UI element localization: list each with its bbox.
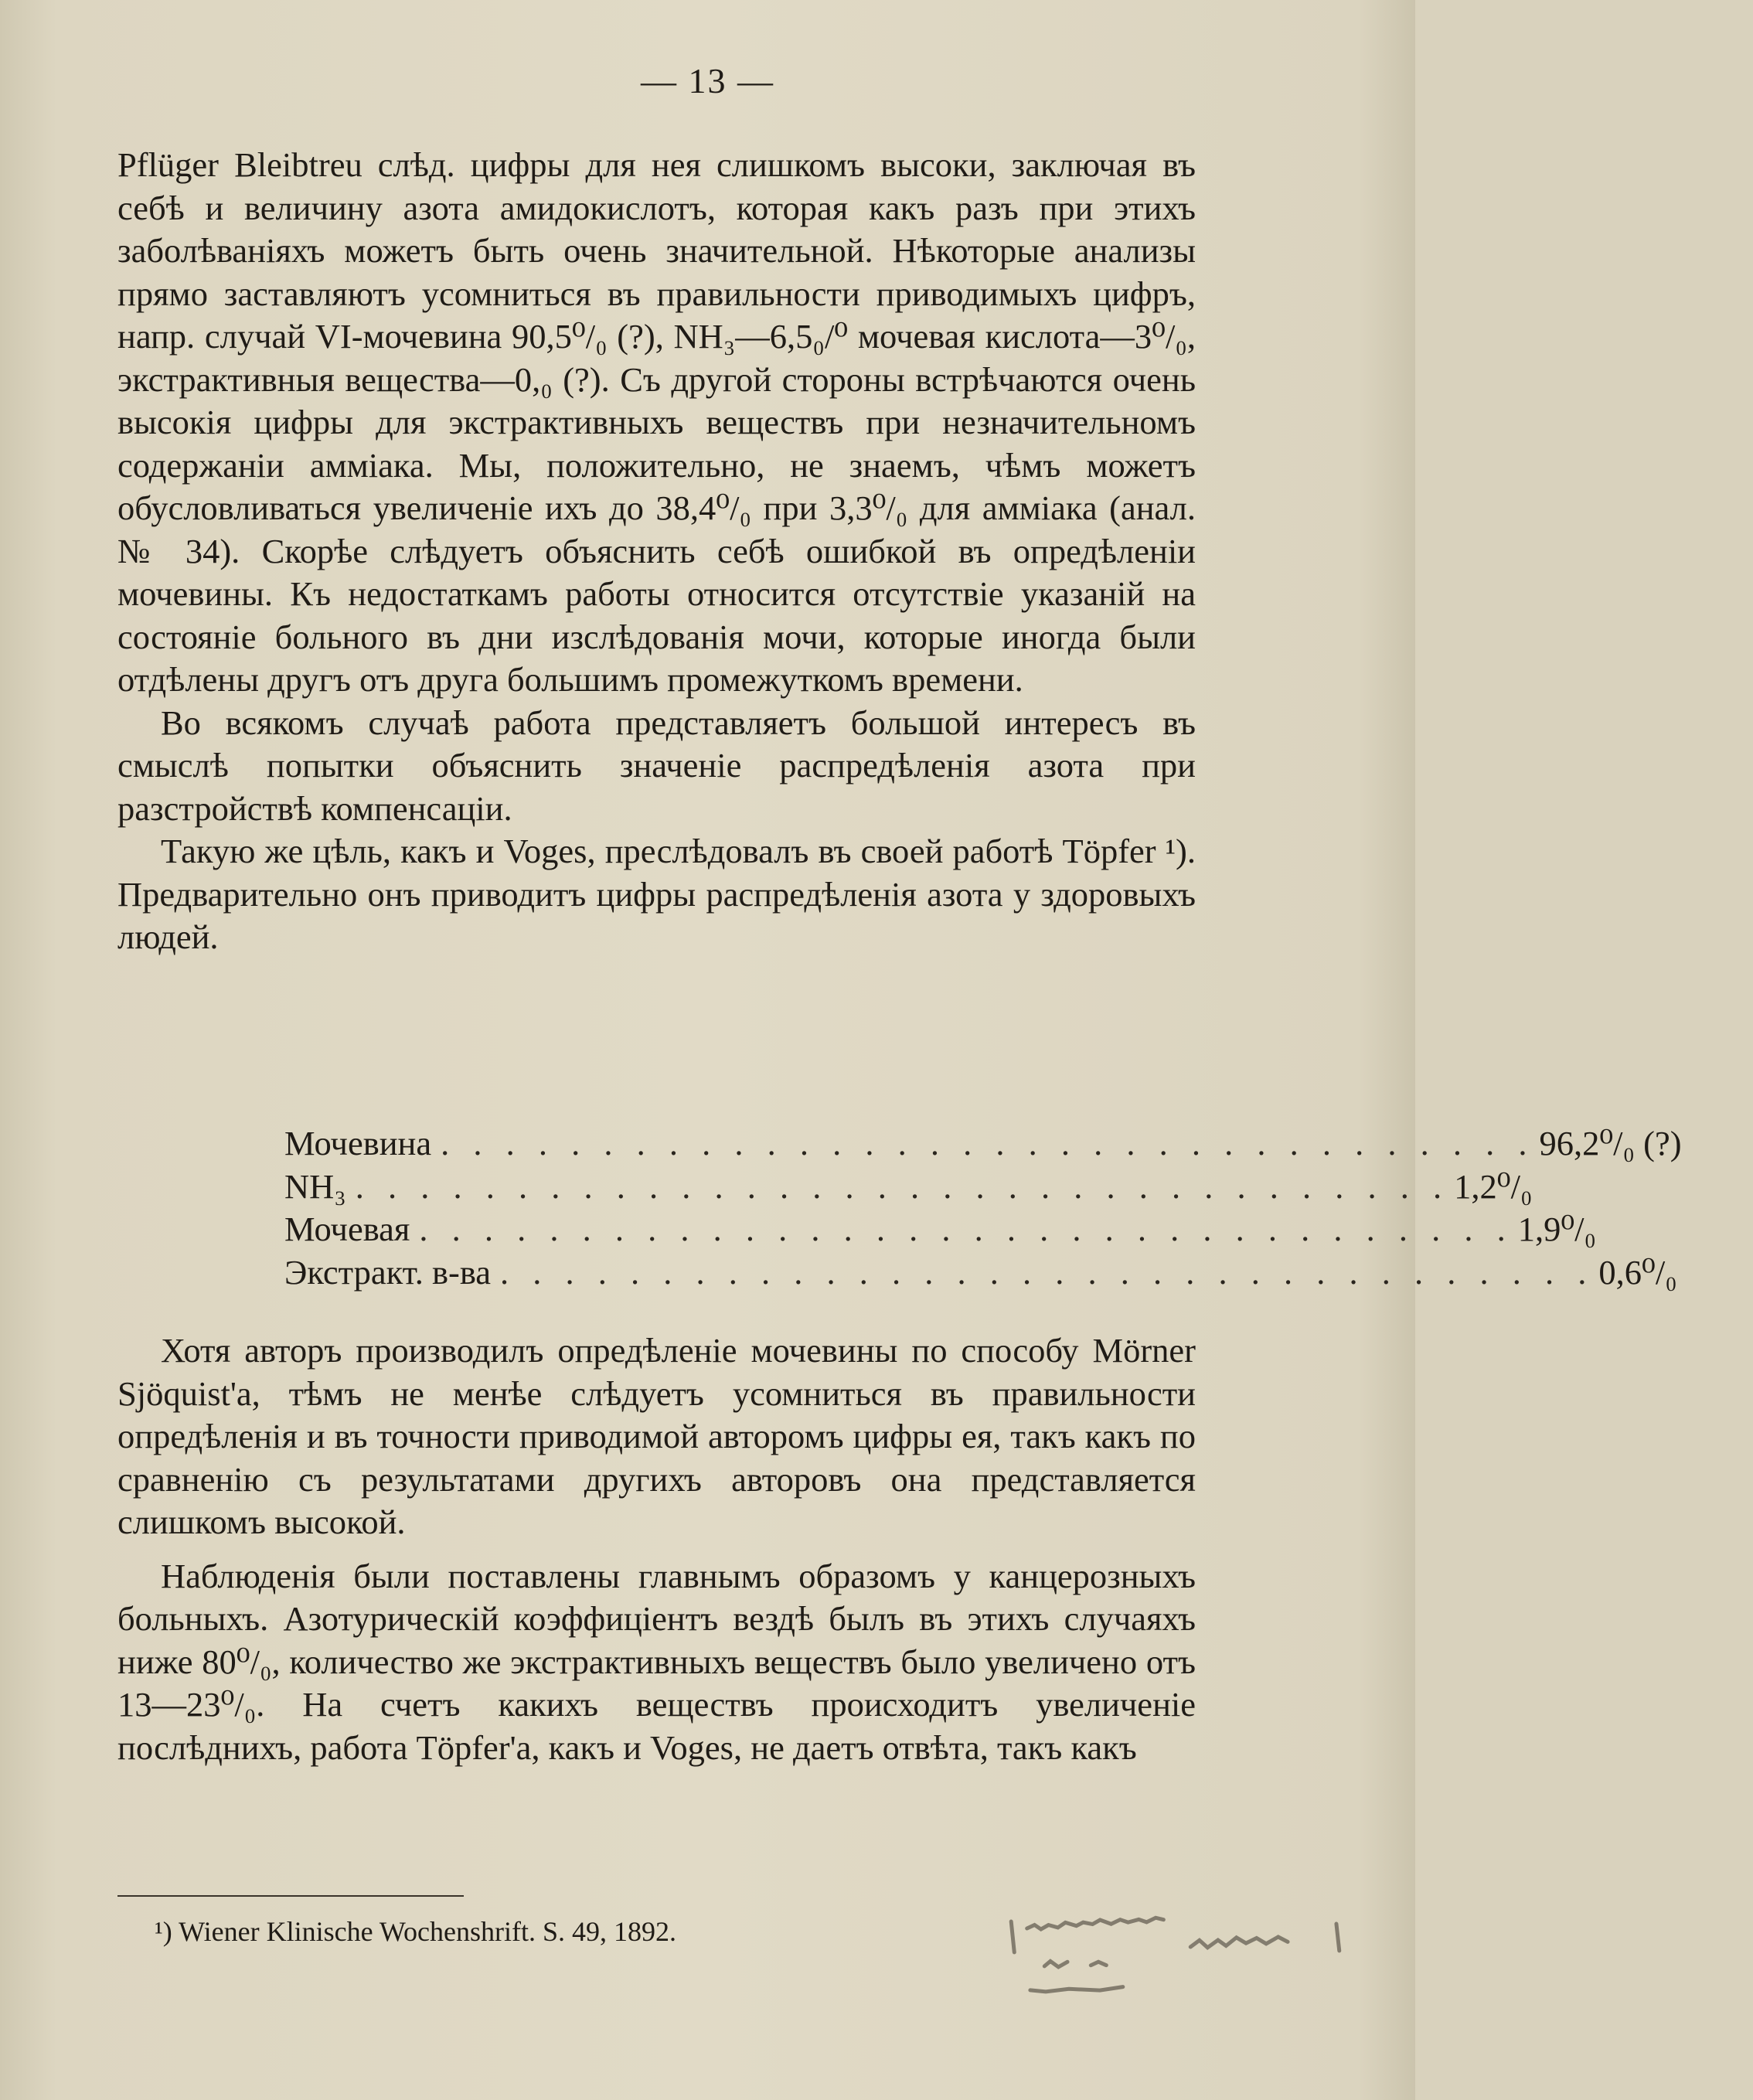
nitrogen-distribution-table: [284, 1122, 1682, 1294]
footnote: ¹) Wiener Klinische Wochenshrift. S. 49, 1892.: [155, 1916, 676, 1947]
row-value: 0,6⁰/₀: [1598, 1252, 1677, 1292]
paragraph: Pflüger Bleibtreu слѣд. цифры для нея слишкомъ высоки, заключая въ себѣ и величину азота амидокислотъ, которая какъ разъ при этихъ заболѣваніяхъ можетъ быть очень значительной. Нѣкоторые анализы прямо заставляютъ усомниться въ правильности приводимыхъ цифръ, напр. случай VI-мочевина 90,5⁰/₀ (?), NH₃—6,5₀/⁰ мочевая кислота—3⁰/₀, экстрактивныя вещества—0,₀ (?). Съ другой стороны встрѣчаются очень высокія цифры для экстрактивныхъ веществъ при незначительномъ содержаніи амміака. Мы, положительно, не знаемъ, чѣмъ можетъ обусловливаться увеличеніе ихъ до 38,4⁰/₀ при 3,3⁰/₀ для амміака (анал. № 34). Скорѣе слѣдуетъ объяснить себѣ ошибкой въ опредѣленіи мочевины. Къ недостаткамъ работы относится отсутствіе указаній на состояніе больного въ дни изслѣдованія мочи, которые иногда были отдѣлены другъ отъ друга большимъ промежуткомъ времени.: [117, 145, 1196, 699]
row-label: Мочевина: [284, 1124, 432, 1162]
leader-dots: . . . . . . . . . . . . . . . . . . . . . . . . . . . . . . . . . .: [441, 1124, 1535, 1162]
library-stamp-icon: [995, 1880, 1356, 2007]
table-row: [284, 1251, 1677, 1295]
text-block-top: [117, 144, 1196, 959]
row-value: 96,2⁰/₀ (?): [1539, 1124, 1682, 1162]
leader-dots: . . . . . . . . . . . . . . . . . . . . . . . . . . . . . . . . . .: [419, 1210, 1513, 1248]
paragraph: Во всякомъ случаѣ работа представляетъ большой интересъ въ смыслѣ попытки объяснить значеніе распредѣленія азота при разстройствѣ компенсаціи.: [117, 703, 1196, 828]
row-value: 1,9⁰/₀: [1517, 1210, 1597, 1248]
paragraph: Такую же цѣль, какъ и Voges, преслѣдовалъ въ своей работѣ Töpfer ¹). Предварительно онъ приводитъ цифры распредѣленія азота у здоровыхъ людей.: [117, 832, 1196, 956]
leader-dots: . . . . . . . . . . . . . . . . . . . . . . . . . . . . . . . . . .: [355, 1166, 1450, 1206]
paragraph: Наблюденія были поставлены главнымъ образомъ у канцерозныхъ больныхъ. Азотурическій коэффиціентъ вездѣ былъ въ этихъ случаяхъ ниже 80⁰/₀, количество же экстрактивныхъ веществъ было увеличено отъ 13—23⁰/₀. На счетъ какихъ веществъ происходитъ увеличеніе послѣднихъ, работа Töpfer'а, какъ и Voges, не даетъ отвѣта, такъ какъ: [117, 1556, 1196, 1767]
table-row: [284, 1122, 1682, 1166]
footnote-divider: [117, 1895, 464, 1897]
text-block-bottom: [117, 1329, 1196, 1769]
row-label: NH₃: [284, 1166, 346, 1206]
table-row: [284, 1208, 1597, 1251]
leader-dots: . . . . . . . . . . . . . . . . . . . . . . . . . . . . . . . . . .: [500, 1252, 1595, 1292]
row-label: Мочевая: [284, 1210, 410, 1248]
paragraph: Хотя авторъ производилъ опредѣленіе мочевины по способу Mörner Sjöquist'а, тѣмъ не менѣе слѣдуетъ усомниться въ правильности опредѣленія и въ точности приводимой авторомъ цифры ея, такъ какъ по сравненію съ результатами другихъ авторовъ она представляется слишкомъ высокой.: [117, 1331, 1196, 1541]
row-label: Экстракт. в-ва: [284, 1252, 492, 1292]
page-number: — 13 —: [641, 61, 774, 100]
row-value: 1,2⁰/₀: [1454, 1166, 1533, 1206]
table-row: [284, 1166, 1533, 1209]
